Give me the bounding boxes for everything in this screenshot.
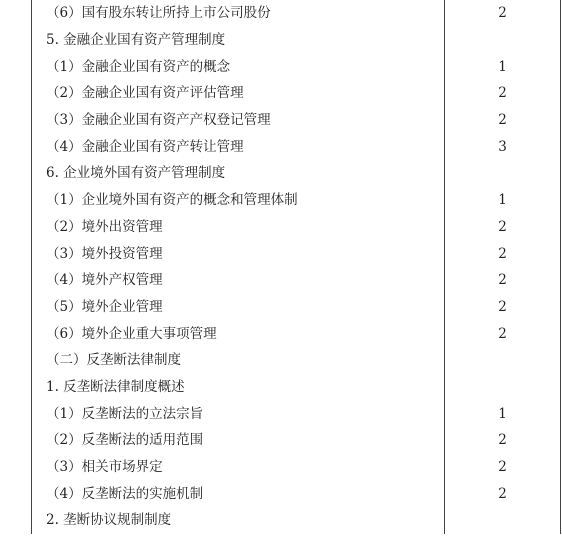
hours-cell: 2 xyxy=(445,427,561,454)
item-cell xyxy=(32,240,445,267)
item-text: （2）境外出资管理 xyxy=(46,218,163,235)
syllabus-table-body xyxy=(32,0,561,534)
item-cell xyxy=(32,294,445,321)
item-text: （1）反垄断法的立法宗旨 xyxy=(46,405,204,422)
table-row xyxy=(32,53,561,80)
hours-cell xyxy=(445,347,561,374)
table-row xyxy=(32,294,561,321)
item-text: （3）金融企业国有资产产权登记管理 xyxy=(46,112,271,129)
item-text: （2）反垄断法的适用范围 xyxy=(46,432,204,449)
table-row xyxy=(32,347,561,374)
item-text: （4）反垄断法的实施机制 xyxy=(46,485,204,502)
table-row xyxy=(32,80,561,107)
hours-cell: 2 xyxy=(445,214,561,241)
syllabus-table xyxy=(31,0,561,534)
table-row xyxy=(32,267,561,294)
item-cell xyxy=(32,133,445,160)
table-row xyxy=(32,240,561,267)
item-cell xyxy=(32,480,445,507)
item-text: 6. 企业境外国有资产管理制度 xyxy=(46,165,226,182)
item-text: （6）境外企业重大事项管理 xyxy=(46,325,217,342)
item-cell xyxy=(32,267,445,294)
item-cell xyxy=(32,347,445,374)
item-cell xyxy=(32,107,445,134)
item-text: （4）境外产权管理 xyxy=(46,272,163,289)
table-row xyxy=(32,427,561,454)
item-text: 2. 垄断协议规制制度 xyxy=(46,512,172,529)
hours-cell: 2 xyxy=(445,267,561,294)
item-text: （4）金融企业国有资产转让管理 xyxy=(46,138,244,155)
hours-cell: 2 xyxy=(445,240,561,267)
hours-cell: 2 xyxy=(445,0,561,27)
item-cell xyxy=(32,507,445,534)
hours-cell: 2 xyxy=(445,320,561,347)
hours-cell xyxy=(445,27,561,54)
hours-cell: 2 xyxy=(445,294,561,321)
table-row xyxy=(32,27,561,54)
hours-cell: 1 xyxy=(445,187,561,214)
table-row xyxy=(32,160,561,187)
hours-cell: 2 xyxy=(445,107,561,134)
table-row xyxy=(32,107,561,134)
item-text: （6）国有股东转让所持上市公司股份 xyxy=(46,5,271,22)
hours-cell: 2 xyxy=(445,454,561,481)
hours-cell xyxy=(445,374,561,401)
item-text: （1）金融企业国有资产的概念 xyxy=(46,58,231,75)
item-cell xyxy=(32,0,445,27)
hours-cell: 1 xyxy=(445,53,561,80)
item-cell xyxy=(32,27,445,54)
item-cell xyxy=(32,454,445,481)
table-row xyxy=(32,214,561,241)
item-text: （1）企业境外国有资产的概念和管理体制 xyxy=(46,192,298,209)
table-row xyxy=(32,187,561,214)
item-text: 1. 反垄断法律制度概述 xyxy=(46,378,185,395)
hours-cell: 2 xyxy=(445,480,561,507)
item-cell xyxy=(32,160,445,187)
hours-cell: 3 xyxy=(445,133,561,160)
item-text: （3）境外投资管理 xyxy=(46,245,163,262)
item-text: （5）境外企业管理 xyxy=(46,298,163,315)
table-row xyxy=(32,507,561,534)
item-text: （二）反垄断法律制度 xyxy=(46,352,181,369)
item-cell xyxy=(32,427,445,454)
item-cell xyxy=(32,320,445,347)
item-text: （3）相关市场界定 xyxy=(46,459,163,476)
table-row xyxy=(32,454,561,481)
hours-cell: 2 xyxy=(445,80,561,107)
item-cell xyxy=(32,187,445,214)
table-row xyxy=(32,480,561,507)
hours-cell xyxy=(445,160,561,187)
hours-cell: 1 xyxy=(445,400,561,427)
item-cell xyxy=(32,374,445,401)
table-row xyxy=(32,400,561,427)
item-text: 5. 金融企业国有资产管理制度 xyxy=(46,32,226,49)
table-row xyxy=(32,374,561,401)
item-cell xyxy=(32,53,445,80)
table-row xyxy=(32,320,561,347)
item-cell xyxy=(32,214,445,241)
table-row xyxy=(32,133,561,160)
item-text: （2）金融企业国有资产评估管理 xyxy=(46,85,244,102)
hours-cell xyxy=(445,507,561,534)
item-cell xyxy=(32,80,445,107)
item-cell xyxy=(32,400,445,427)
table-row xyxy=(32,0,561,27)
